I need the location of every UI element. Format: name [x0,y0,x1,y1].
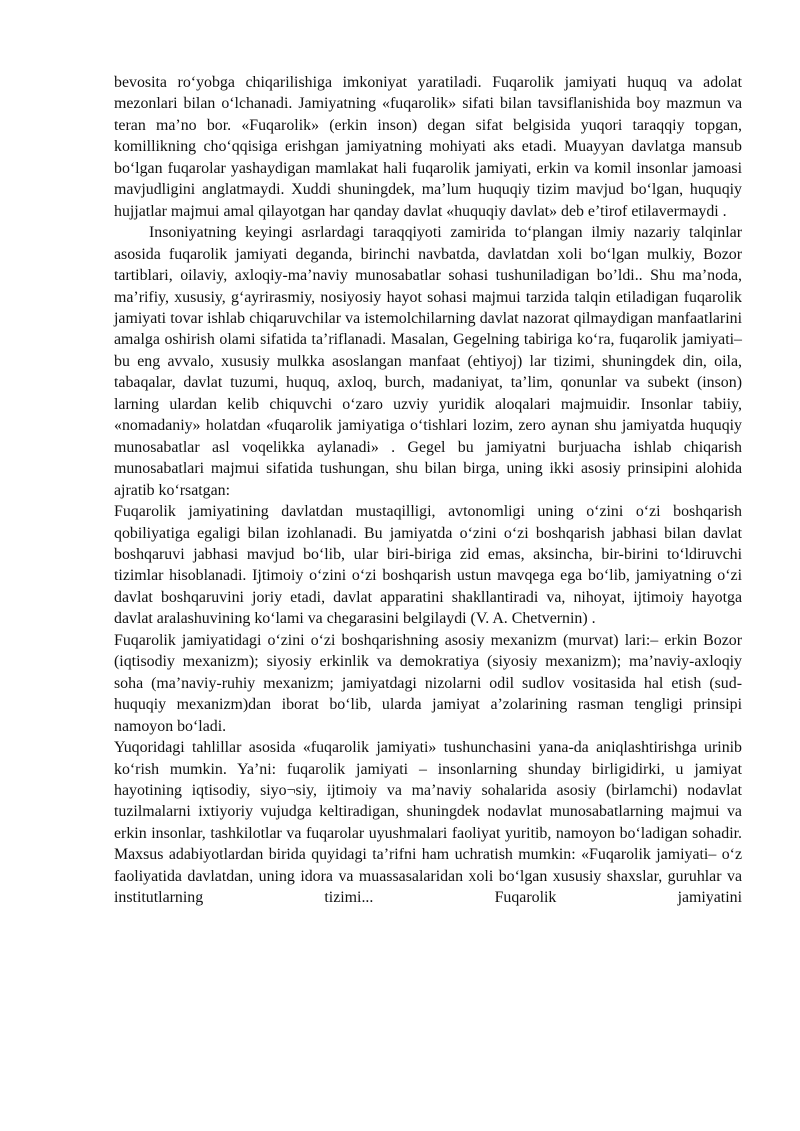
paragraph-2: Insoniyatning keyingi asrlardagi taraqqiyoti zamirida to‘plangan ilmiy nazariy talqinlar asosida fuqarolik jamiyati deganda, birinchi navbatda, davlatdan xoli bo‘lgan mulkiy, Bozor tartiblari, oilaviy, axloqiy-ma’naviy munosabatlar sohasi tushuniladigan bo’ldi.. Shu ma’noda, ma’rifiy, xususiy, g‘ayrirasmiy, nosiyosiy hayot sohasi majmui tarzida talqin etiladigan fuqarolik jamiyati tovar ishlab chiqaruvchilar va istemolchilarning davlat nazorat qilmaydigan manfaatlarini amalga oshirish olami sifatida ta’riflanadi. Masalan, Gegelning tabiriga ko‘ra, fuqarolik jamiyati–bu eng avvalo, xususiy mulkka asoslangan manfaat (ehtiyoj) lar tizimi, shuningdek din, oila, tabaqalar, davlat tuzumi, huquq, axloq, burch, madaniyat, ta’lim, qonunlar va subekt (inson) larning ulardan kelib chiquvchi o‘zaro uzviy yuridik aloqalari majmuidir. Insonlar tabiiy, «nomadaniy» holatdan «fuqarolik jamiyatiga o‘tishlari lozim, zero aynan shu jamiyatda huquqiy munosabatlar asl voqelikka aylanadi» . Gegel bu jamiyatni burjuacha ishlab chiqarish munosabatlari majmui sifatida tushungan, shu bilan birga, uning ikki asosiy prinsipini alohida ajratib ko‘rsatgan: [114,224,742,499]
paragraph-4: Fuqarolik jamiyatidagi o‘zini o‘zi boshqarishning asosiy mexanizm (murvat) lari:– erkin Bozor (iqtisodiy mexanizm); siyosiy erkinlik va demokratiya (siyosiy mexanizm); ma’naviy-axloqiy soha (ma’naviy-ruhiy mexanizm; jamiyatdagi nizolarni odil sudlov vositasida hal etish (sud-huquqiy mexanizm)dan iborat bo‘lib, ularda jamiyat a’zolarining rasman tengligi prinsipi namoyon bo‘ladi. [114,631,742,735]
paragraph-1: bevosita ro‘yobga chiqarilishiga imkoniyat yaratiladi. Fuqarolik jamiyati huquq va adolat mezonlari bilan o‘lchanadi. Jamiyatning «fuqarolik» sifati bilan tavsiflanishida boy mazmun va teran ma’no bor. «Fuqarolik» (erkin inson) degan sifat belgisida yuqori taraqqiy topgan, komillikning cho‘qqisiga erishgan jamiyatning mohiyati aks etadi. Muayyan davlatga mansub bo‘lgan fuqarolar yashaydigan mamlakat hali fuqarolik jamiyati, erkin va komil insonlar jamoasi mavjudligini anglatmaydi. Xuddi shuningdek, ma’lum huquqiy tizim mavjud bo‘lgan, huquqiy hujjatlar majmui amal qilayotgan har qanday davlat «huquqiy davlat» deb e’tirof etilavermaydi . [114,74,742,220]
paragraph-3: Fuqarolik jamiyatining davlatdan mustaqilligi, avtonomligi uning o‘zini o‘zi boshqarish qobiliyatiga egaligi bilan izohlanadi. Bu jamiyatda o‘zini o‘zi boshqarish jabhasi bilan davlat boshqaruvi jabhasi mavjud bo‘lib, ular biri-biriga zid emas, aksincha, bir-birini to‘ldiruvchi tizimlar hisoblanadi. Ijtimoiy o‘zini o‘zi boshqarish ustun mavqega ega bo‘lib, jamiyatning o‘zi davlat boshqaruvini joriy etadi, davlat apparatini shakllantiradi va, nihoyat, ijtimoiy hayotga davlat aralashuvining ko‘lami va chegarasini belgilaydi (V. A. Chetvernin) . [114,503,742,628]
paragraph-5: Yuqoridagi tahlillar asosida «fuqarolik jamiyati» tushunchasini yana-da aniqlashtirishga urinib ko‘rish mumkin. Ya’ni: fuqarolik jamiyati – insonlarning shunday birligidirki, u jamiyat hayotining iqtisodiy, siyo¬siy, ijtimoiy va ma’naviy sohalarida asosiy (birlamchi) nodavlat tuzilmalarni ixtiyoriy vujudga keltiradigan, shuningdek nodavlat munosabatlarning majmui va erkin insonlar, tashkilotlar va fuqarolar uyushmalari faoliyat yuritib, namoyon bo‘ladigan sohadir. Maxsus adabiyotlardan birida quyidagi ta’rifni ham uchratish mumkin: «Fuqarolik jamiyati– o‘z faoliyatida davlatdan, uning idora va muassasalaridan xoli bo‘lgan xususiy shaxslar, guruhlar va institutlarning tizimi... Fuqarolik jamiyatini [114,739,742,907]
document-page [114,72,742,909]
